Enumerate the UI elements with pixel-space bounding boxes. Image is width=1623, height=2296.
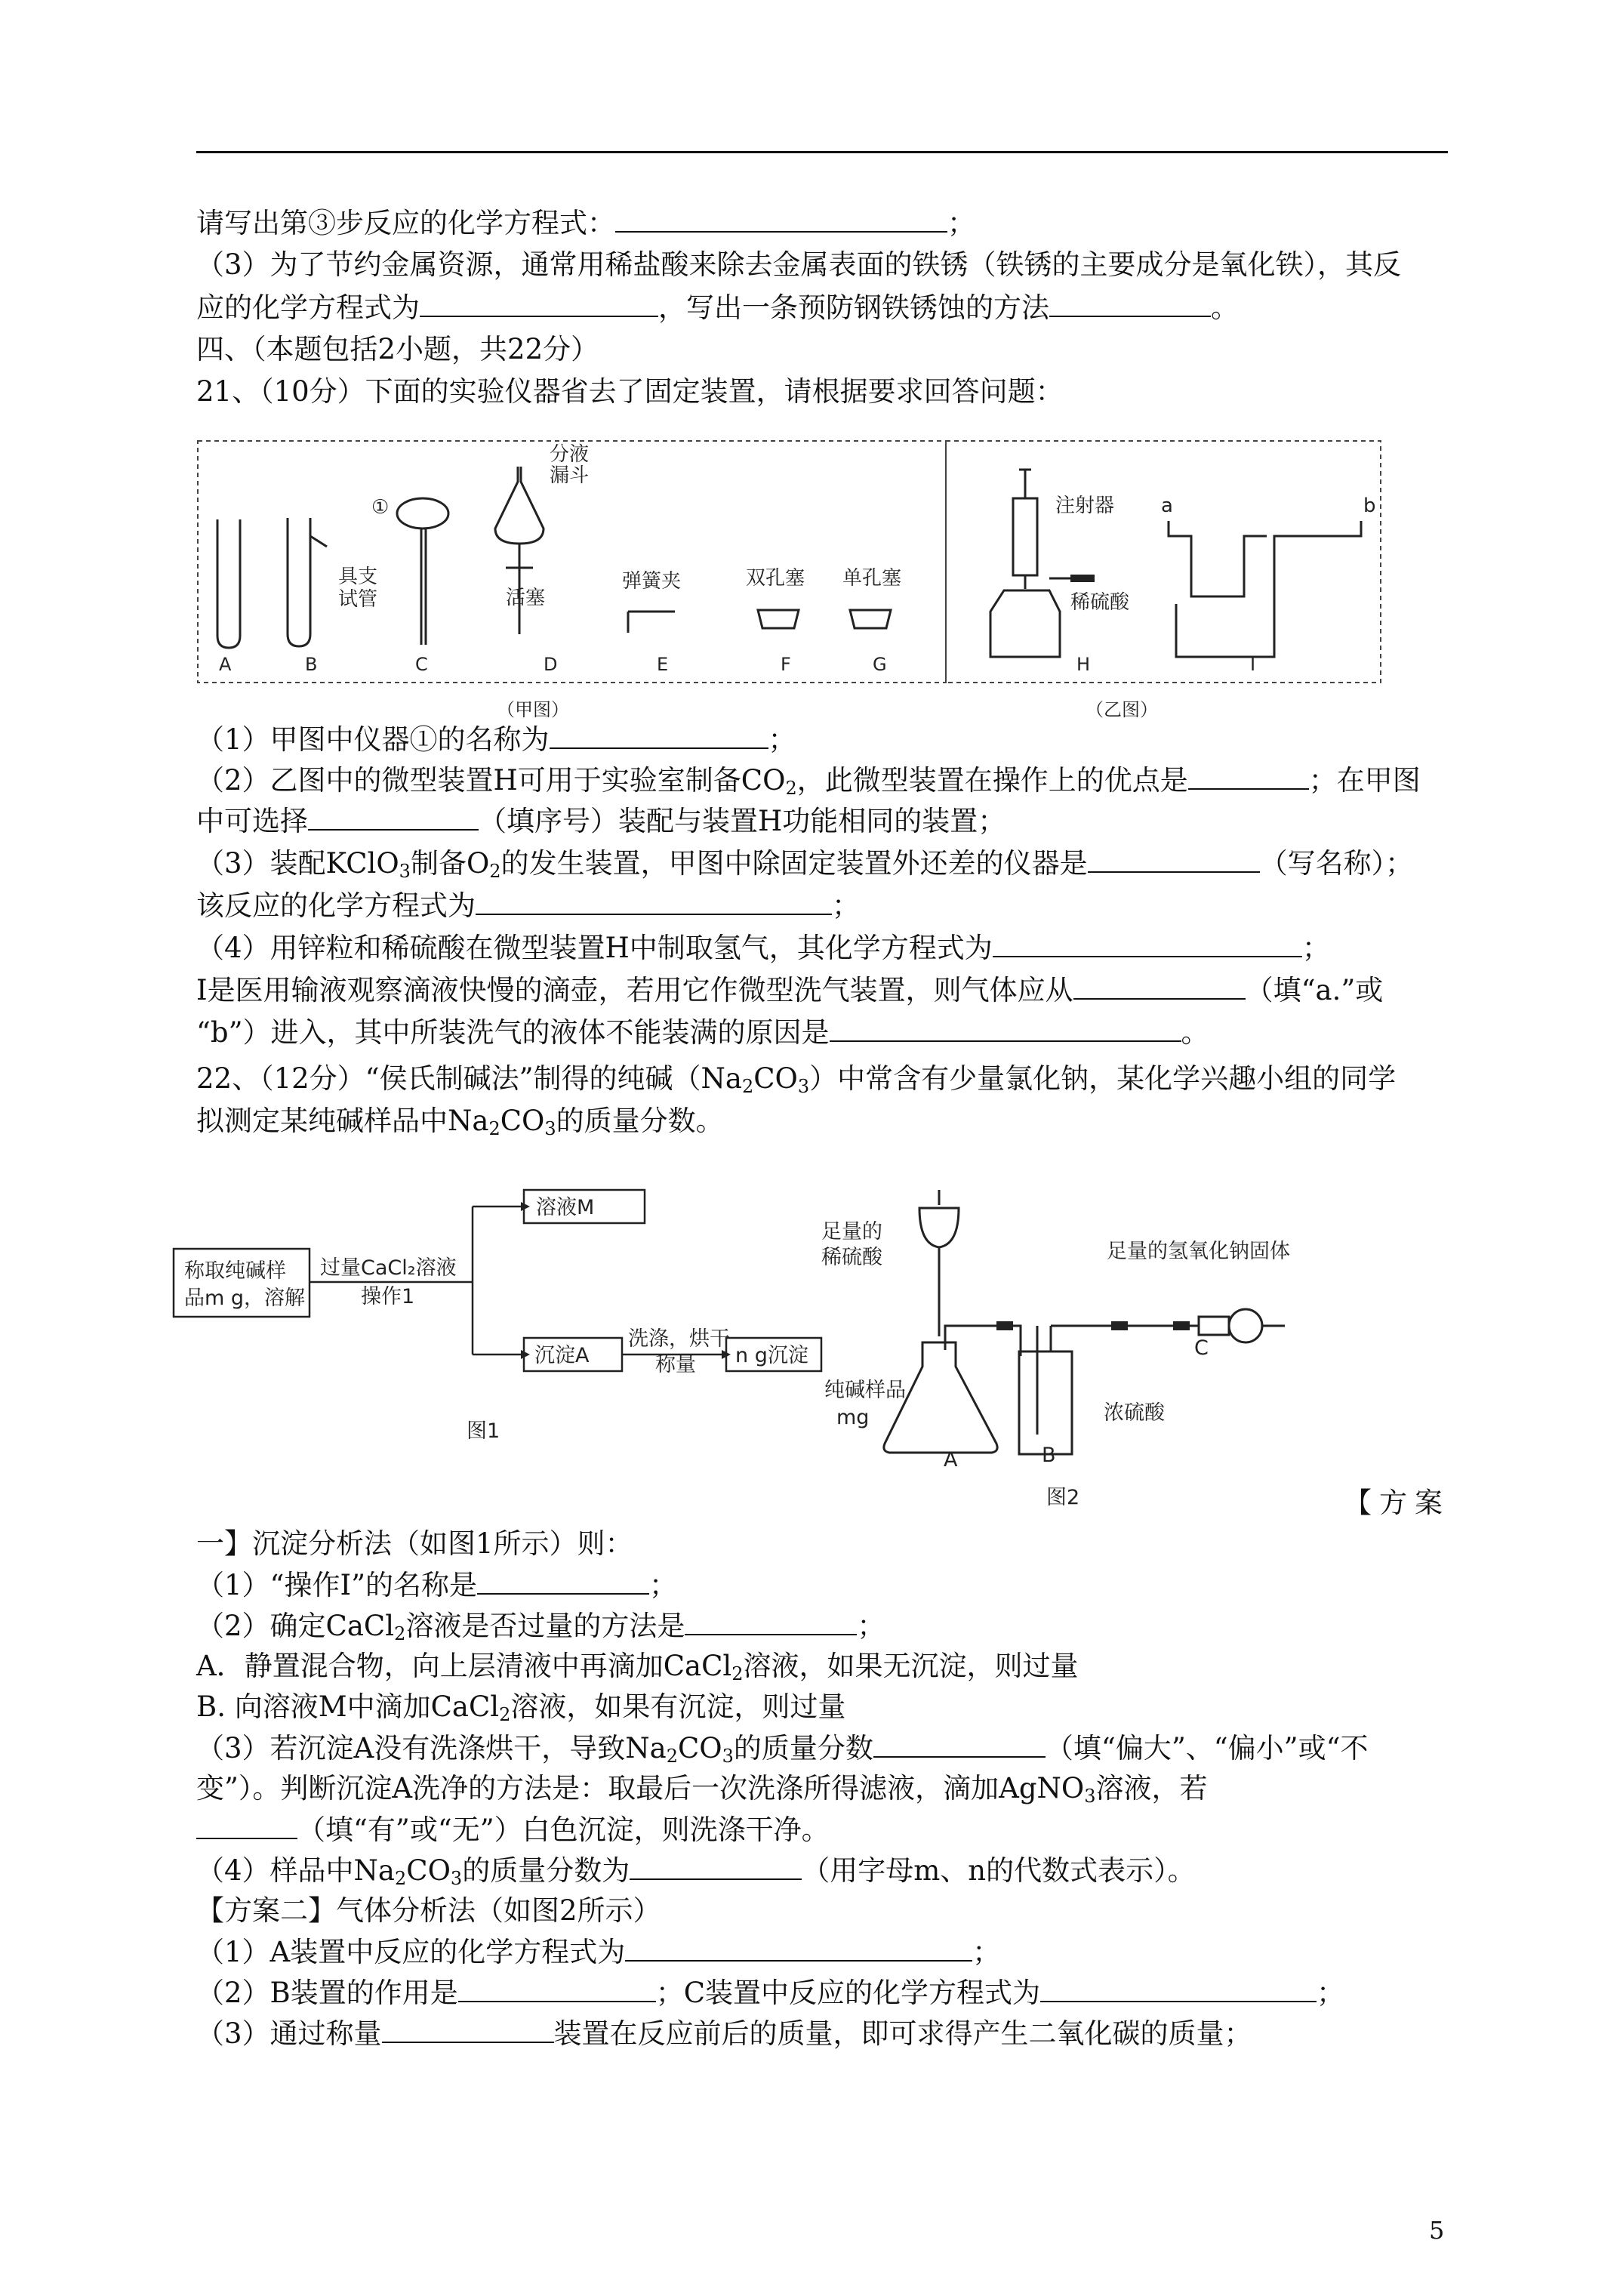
answer-blank[interactable] [625,1934,972,1962]
figure-2-caption: 图2 [1046,1486,1080,1509]
svg-text:品m g，溶解: 品m g，溶解 [184,1287,306,1310]
q20-p3-line1: （3）为了节约金属资源，通常用稀盐酸来除去金属表面的铁锈（铁锈的主要成分是氧化铁），其反 [196,248,1402,281]
answer-blank[interactable] [458,1975,656,2002]
answer-blank[interactable] [1040,1975,1317,2002]
answer-blank[interactable] [196,1812,297,1839]
svg-text:a: a [1161,495,1173,517]
svg-text:C: C [1194,1336,1209,1360]
answer-blank[interactable] [550,722,768,749]
yi-frame [946,441,1381,683]
svg-text:足量的氢氧化钠固体: 足量的氢氧化钠固体 [1107,1240,1290,1263]
side-arm-tube-b [288,518,310,646]
svg-text:操作1: 操作1 [361,1285,415,1308]
q21-intro: 21、（10分）下面的实验仪器省去了固定装置，请根据要求回答问题： [196,375,1064,408]
svg-text:b: b [1363,495,1376,517]
scheme-2-title: 【方案二】气体分析法（如图2所示） [196,1894,661,1927]
svg-text:漏斗: 漏斗 [550,464,590,487]
answer-blank[interactable] [308,803,479,831]
separatory-funnel-d [495,467,544,544]
answer-blank[interactable] [873,1730,1046,1758]
letter-H: H [1076,654,1091,675]
q21-p1: （1）甲图中仪器①的名称为 ； [196,723,796,756]
figure-1-caption: 图1 [467,1419,500,1443]
letter-E: E [657,654,669,675]
s2-p2: （2）B装置的作用是 ；C装置中反应的化学方程式为 ； [196,1977,1345,2009]
letter-B: B [305,654,318,675]
svg-text:n g沉淀: n g沉淀 [735,1344,808,1367]
q20-step3-line: 请写出第③步反应的化学方程式： ； [196,207,975,239]
s1-p3-line1: （3）若沉淀A没有洗涤烘干，导致$Na_2CO_3$的质量分数 （填“偏大”、“偏小”或“不 [196,1732,1369,1767]
svg-text:溶液M: 溶液M [536,1196,595,1219]
letter-C: C [415,654,428,675]
answer-blank[interactable] [1088,846,1260,873]
spring-clip-e [628,612,675,633]
svg-text:称取纯碱样: 称取纯碱样 [184,1259,286,1283]
funnel-c [397,498,448,529]
q21-p4-line1: （4）用锌粒和稀硫酸在微型装置H中制取氢气，其化学方程式为 ； [196,932,1330,964]
page-number: 5 [1429,2216,1445,2245]
svg-text:单孔塞: 单孔塞 [842,567,902,590]
letter-G: G [873,654,887,675]
test-tube-a [217,519,240,648]
yi-caption: （乙图） [1086,699,1158,720]
letter-A: A [219,654,232,675]
svg-text:浓硫酸: 浓硫酸 [1104,1401,1165,1425]
q21-p2-line1: （2）乙图中的微型装置H可用于实验室制备$CO_2$，此微型装置在操作上的优点是 ；在甲图 [196,764,1421,799]
answer-blank[interactable] [685,1608,857,1635]
s1-option-b: B. 向溶液M中滴加CaCl$_2$溶液，如果有沉淀，则过量 [196,1690,846,1725]
q21-apparatus-figure [195,430,1387,732]
svg-text:弹簧夹: 弹簧夹 [622,570,682,593]
svg-text:足量的: 足量的 [821,1220,882,1244]
svg-text:试管: 试管 [338,588,378,611]
answer-blank[interactable] [476,888,832,915]
answer-blank[interactable] [477,1567,649,1595]
svg-text:稀硫酸: 稀硫酸 [821,1246,882,1269]
s2-p3: （3）通过称量 装置在反应前后的质量，即可求得产生二氧化碳的质量； [196,2017,1252,2050]
q22-intro-line2: 拟测定某纯碱样品中$Na_2CO_3$的质量分数。 [196,1105,724,1139]
svg-text:洗涤，烘干: 洗涤，烘干 [628,1327,730,1351]
svg-text:活塞: 活塞 [506,587,546,609]
answer-blank[interactable] [1073,972,1246,1000]
q21-p3-line2: 该反应的化学方程式为 ； [196,889,860,922]
letter-F: F [781,654,791,675]
figure-2-apparatus [806,1178,1335,1518]
svg-text:过量CaCl₂溶液: 过量CaCl₂溶液 [320,1256,457,1280]
letter-D: D [544,654,558,675]
answer-blank[interactable] [993,930,1302,957]
q21-p4-line3: “b”）进入，其中所装洗气的液体不能装满的原因是 。 [196,1016,1209,1049]
svg-text:mg: mg [836,1406,870,1429]
svg-text:纯碱样品: 纯碱样品 [824,1379,906,1402]
s1-p3-line2: 变”）。判断沉淀A洗净的方法是：取最后一次洗涤所得滤液，滴加AgNO$_3$溶液，若 [196,1772,1208,1807]
answer-blank[interactable] [1188,763,1309,790]
bottle-b [1019,1351,1072,1454]
q22-intro-line1: 22、（12分）“侯氏制碱法”制得的纯碱$(Na_2CO_3)$中常含有少量氯化钠，某化学兴趣小组的同学 [196,1062,1397,1097]
s1-p3-line3: （填“有”或“无”）白色沉淀，则洗涤干净。 [196,1812,830,1848]
svg-text:B: B [1042,1444,1056,1467]
svg-text:双孔塞: 双孔塞 [746,567,805,590]
svg-text:稀硫酸: 稀硫酸 [1070,591,1130,614]
double-hole-stopper-f [758,610,799,628]
scheme-1-tag: 【方案 [1344,1487,1450,1519]
q21-p4-line2: I是医用输液观察滴液快慢的滴壶，若用它作微型洗气装置，则气体应从 （填“a.”或 [196,974,1384,1006]
s1-p1: （1）“操作Ⅰ”的名称是 ； [196,1569,677,1601]
svg-text:A: A [944,1448,958,1472]
s1-p4: （4）样品中$Na_2CO_3$的质量分数为 （用字母m、n的代数式表示）。 [196,1854,1196,1889]
drip-chamber-i [1169,521,1361,657]
single-hole-stopper-g [850,610,891,628]
answer-blank[interactable] [830,1015,1181,1042]
answer-blank[interactable] [382,2016,554,2043]
svg-text:沉淀A: 沉淀A [534,1344,590,1367]
svg-text:分液: 分液 [550,443,590,466]
header-rule [196,151,1448,153]
svg-text:具支: 具支 [338,566,378,588]
s2-p1: （1）A装置中反应的化学方程式为 ； [196,1936,1001,1968]
syringe [1013,470,1037,575]
q21-p2-line2: 中可选择 （填序号）装配与装置H功能相同的装置； [196,805,1006,837]
svg-text:①: ① [371,496,390,519]
drying-tube-c [1199,1317,1229,1335]
q21-p3-line1: （3）装配KClO$_3$制备$O_2$的发生装置，甲图中除固定装置外还差的仪器是 （写名称）； [196,847,1414,882]
answer-blank[interactable] [630,1853,802,1880]
dropping-funnel [919,1190,959,1247]
scheme-1-title: 一】沉淀分析法（如图1所示）则： [196,1527,633,1560]
q20-p3-line2: 应的化学方程式为 ，写出一条预防钢铁锈蚀的方法 。 [196,291,1239,324]
figure-1-flowchart [172,1178,836,1465]
s1-option-a: A．静置混合物，向上层清液中再滴加CaCl$_2$溶液，如果无沉淀，则过量 [196,1650,1079,1684]
answer-blank[interactable] [1049,290,1211,317]
answer-blank[interactable] [420,290,658,317]
jia-caption: （甲图） [497,699,569,720]
svg-text:注射器: 注射器 [1055,495,1115,517]
bottle-h [990,590,1060,657]
svg-text:称量: 称量 [655,1353,696,1376]
letter-I: I [1250,654,1256,675]
s1-p2: （2）确定CaCl$_2$溶液是否过量的方法是 ； [196,1610,885,1644]
answer-blank[interactable] [615,205,947,233]
section-4-title: 四、（本题包括2小题，共22分） [196,333,599,365]
